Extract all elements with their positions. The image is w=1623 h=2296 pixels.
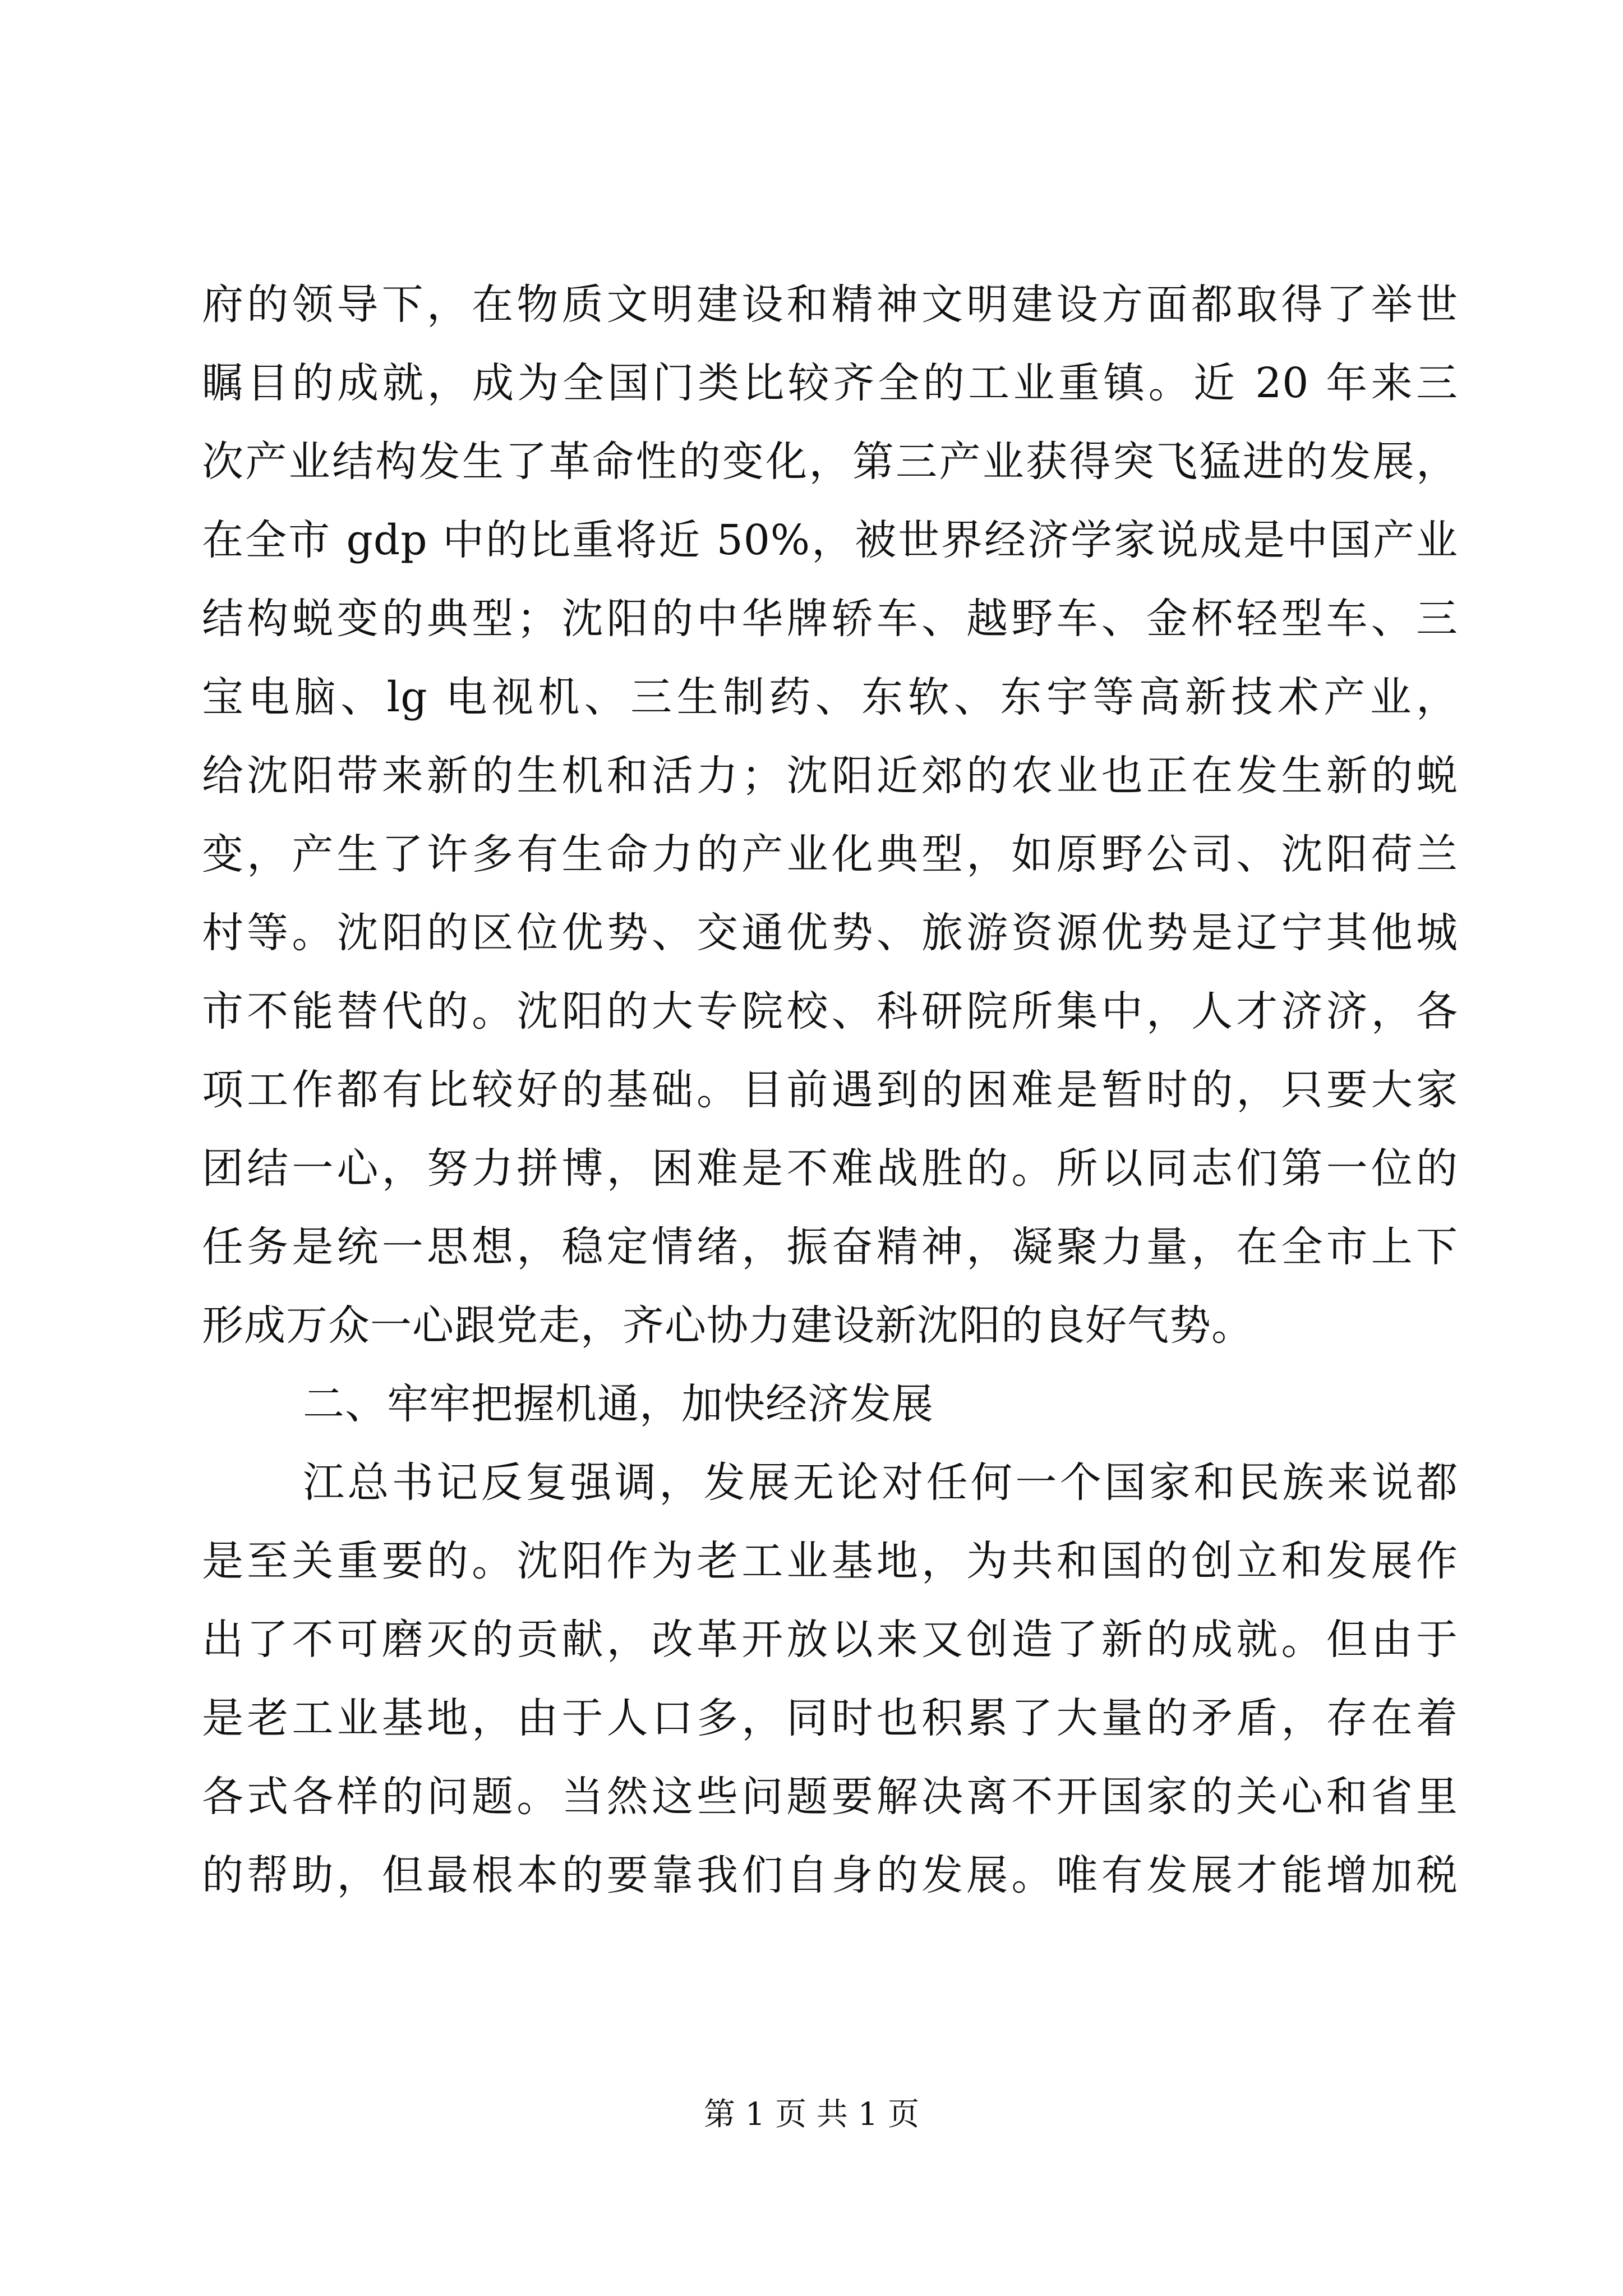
text-line: 变，产生了许多有生命力的产业化典型，如原野公司、沈阳荷兰	[202, 830, 1458, 878]
text-line: 项工作都有比较好的基础。目前遇到的困难是暂时的，只要大家	[202, 1066, 1458, 1114]
text-line: 次产业结构发生了革命性的变化，第三产业获得突飞猛进的发展，	[202, 438, 1458, 486]
text-line: 出了不可磨灭的贡献，改革开放以来又创造了新的成就。但由于	[202, 1616, 1458, 1664]
text-line: 村等。沈阳的区位优势、交通优势、旅游资源优势是辽宁其他城	[202, 909, 1458, 957]
text-line: 给沈阳带来新的生机和活力；沈阳近郊的农业也正在发生新的蜕	[202, 752, 1458, 800]
text-line: 府的领导下，在物质文明建设和精神文明建设方面都取得了举世	[202, 280, 1458, 329]
text-line: 团结一心，努力拼博，困难是不难战胜的。所以同志们第一位的	[202, 1144, 1458, 1193]
text-line: 形成万众一心跟党走，齐心协力建设新沈阳的良好气势。	[202, 1301, 1253, 1350]
section-heading: 二、牢牢把握机通，加快经济发展	[303, 1380, 934, 1428]
page-number-footer: 第 1 页 共 1 页	[703, 2096, 920, 2133]
text-line: 结构蜕变的典型；沈阳的中华牌轿车、越野车、金杯轻型车、三	[202, 595, 1458, 643]
text-line: 宝电脑、lg 电视机、三生制药、东软、东宇等高新技术产业，	[202, 673, 1458, 721]
text-line: 各式各样的问题。当然这些问题要解决离不开国家的关心和省里	[202, 1773, 1458, 1821]
text-line: 是至关重要的。沈阳作为老工业基地，为共和国的创立和发展作	[202, 1537, 1458, 1585]
text-line: 市不能替代的。沈阳的大专院校、科研院所集中，人才济济，各	[202, 987, 1458, 1036]
text-line: 江总书记反复强调，发展无论对任何一个国家和民族来说都	[303, 1458, 1458, 1507]
text-line: 的帮助，但最根本的要靠我们自身的发展。唯有发展才能增加税	[202, 1851, 1458, 1899]
text-line: 是老工业基地，由于人口多，同时也积累了大量的矛盾，存在着	[202, 1694, 1458, 1742]
text-line: 瞩目的成就，成为全国门类比较齐全的工业重镇。近 20 年来三	[202, 359, 1458, 407]
text-line: 任务是统一思想，稳定情绪，振奋精神，凝聚力量，在全市上下	[202, 1223, 1458, 1271]
text-line: 在全市 gdp 中的比重将近 50%，被世界经济学家说成是中国产业	[202, 516, 1458, 564]
